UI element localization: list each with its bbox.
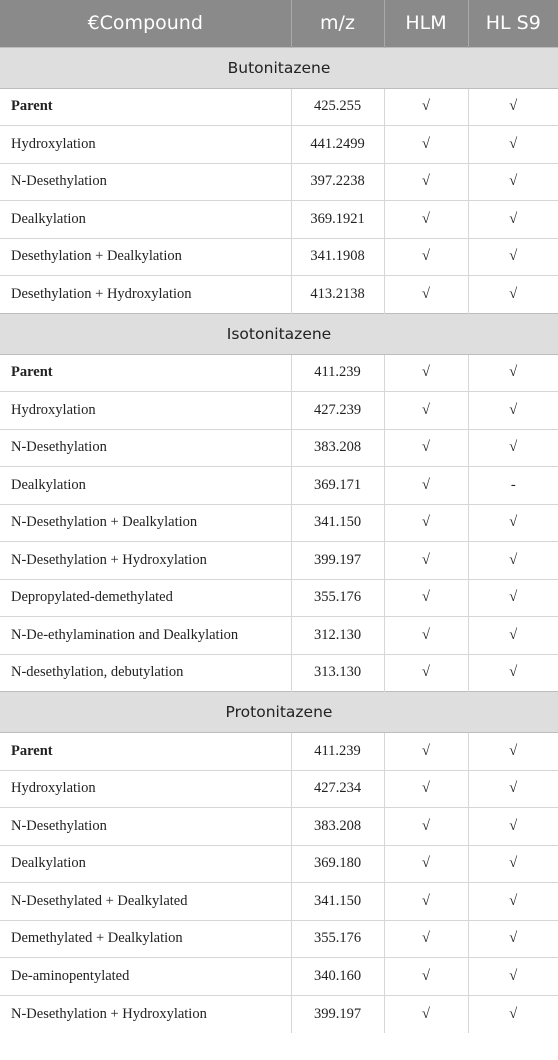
hls9-cell: √	[468, 958, 558, 996]
hls9-cell: √	[468, 542, 558, 580]
hls9-cell: √	[468, 163, 558, 201]
mz-cell: 397.2238	[291, 163, 384, 201]
mz-cell: 369.1921	[291, 201, 384, 239]
mz-cell: 341.150	[291, 504, 384, 542]
table-row	[0, 845, 558, 883]
compound-cell: Parent	[0, 733, 291, 771]
hls9-cell: √	[468, 354, 558, 392]
table-row	[0, 542, 558, 580]
hlm-cell: √	[384, 276, 468, 314]
mz-cell: 341.1908	[291, 238, 384, 276]
mz-cell: 411.239	[291, 354, 384, 392]
hls9-cell: √	[468, 770, 558, 808]
hls9-cell: √	[468, 654, 558, 692]
table-row	[0, 201, 558, 239]
header-hlm: HLM	[384, 0, 468, 47]
group-name: Isotonitazene	[0, 313, 558, 354]
table-row	[0, 392, 558, 430]
compound-cell: N-Desethylation + Hydroxylation	[0, 542, 291, 580]
table-row	[0, 995, 558, 1033]
mz-cell: 411.239	[291, 733, 384, 771]
hls9-cell: √	[468, 201, 558, 239]
hlm-cell: √	[384, 883, 468, 921]
hls9-cell: √	[468, 995, 558, 1033]
table-row	[0, 429, 558, 467]
hlm-cell: √	[384, 845, 468, 883]
hlm-cell: √	[384, 654, 468, 692]
table-row	[0, 883, 558, 921]
mz-cell: 341.150	[291, 883, 384, 921]
compound-cell: Hydroxylation	[0, 392, 291, 430]
hlm-cell: √	[384, 392, 468, 430]
compound-cell: Dealkylation	[0, 201, 291, 239]
hlm-cell: √	[384, 542, 468, 580]
hlm-cell: √	[384, 126, 468, 164]
table-row	[0, 808, 558, 846]
compound-cell: N-Desethylation	[0, 429, 291, 467]
compound-cell: N-desethylation, debutylation	[0, 654, 291, 692]
hls9-cell: √	[468, 845, 558, 883]
mz-cell: 399.197	[291, 995, 384, 1033]
compound-cell: Dealkylation	[0, 467, 291, 505]
group-header-row	[0, 692, 558, 733]
hlm-cell: √	[384, 770, 468, 808]
header-row	[0, 0, 558, 47]
hls9-cell: √	[468, 126, 558, 164]
mz-cell: 369.180	[291, 845, 384, 883]
hls9-cell: √	[468, 429, 558, 467]
mz-cell: 441.2499	[291, 126, 384, 164]
mz-cell: 413.2138	[291, 276, 384, 314]
mz-cell: 369.171	[291, 467, 384, 505]
hlm-cell: √	[384, 238, 468, 276]
hls9-cell: √	[468, 276, 558, 314]
header-mz: m/z	[291, 0, 384, 47]
compound-cell: De-aminopentylated	[0, 958, 291, 996]
table-row	[0, 276, 558, 314]
header-hls9: HL S9	[468, 0, 558, 47]
compound-cell: Demethylated + Dealkylation	[0, 920, 291, 958]
hlm-cell: √	[384, 354, 468, 392]
table-row	[0, 504, 558, 542]
hlm-cell: √	[384, 808, 468, 846]
compound-cell: Parent	[0, 354, 291, 392]
mz-cell: 427.234	[291, 770, 384, 808]
mz-cell: 312.130	[291, 617, 384, 655]
table-row	[0, 617, 558, 655]
table-row	[0, 354, 558, 392]
compound-cell: Depropylated-demethylated	[0, 579, 291, 617]
compound-cell: N-Desethylation	[0, 808, 291, 846]
compound-cell: N-De-ethylamination and Dealkylation	[0, 617, 291, 655]
mz-cell: 425.255	[291, 88, 384, 126]
hlm-cell: √	[384, 201, 468, 239]
hls9-cell: √	[468, 88, 558, 126]
hlm-cell: √	[384, 733, 468, 771]
hlm-cell: √	[384, 995, 468, 1033]
hls9-cell: √	[468, 504, 558, 542]
table-row	[0, 467, 558, 505]
hlm-cell: √	[384, 958, 468, 996]
hlm-cell: √	[384, 579, 468, 617]
table-body	[0, 47, 558, 1033]
compound-cell: N-Desethylation + Dealkylation	[0, 504, 291, 542]
header-compound: €Compound	[0, 0, 291, 47]
hls9-cell: √	[468, 617, 558, 655]
compound-cell: Hydroxylation	[0, 126, 291, 164]
mz-cell: 340.160	[291, 958, 384, 996]
hls9-cell: √	[468, 579, 558, 617]
compound-cell: Desethylation + Hydroxylation	[0, 276, 291, 314]
compound-cell: Parent	[0, 88, 291, 126]
group-name: Butonitazene	[0, 47, 558, 88]
mz-cell: 313.130	[291, 654, 384, 692]
group-name: Protonitazene	[0, 692, 558, 733]
table-row	[0, 163, 558, 201]
compound-cell: N-Desethylation	[0, 163, 291, 201]
mz-cell: 355.176	[291, 920, 384, 958]
compound-cell: Desethylation + Dealkylation	[0, 238, 291, 276]
compound-cell: N-Desethylated + Dealkylated	[0, 883, 291, 921]
compound-cell: Dealkylation	[0, 845, 291, 883]
table-row	[0, 958, 558, 996]
hlm-cell: √	[384, 163, 468, 201]
mz-cell: 383.208	[291, 429, 384, 467]
hlm-cell: √	[384, 504, 468, 542]
mz-cell: 427.239	[291, 392, 384, 430]
hls9-cell: √	[468, 238, 558, 276]
table-row	[0, 920, 558, 958]
table-row	[0, 733, 558, 771]
table-row	[0, 126, 558, 164]
group-header-row	[0, 47, 558, 88]
hls9-cell: √	[468, 733, 558, 771]
table-row	[0, 654, 558, 692]
hls9-cell: √	[468, 883, 558, 921]
mz-cell: 355.176	[291, 579, 384, 617]
compound-cell: Hydroxylation	[0, 770, 291, 808]
group-header-row	[0, 313, 558, 354]
mz-cell: 399.197	[291, 542, 384, 580]
table-row	[0, 88, 558, 126]
hlm-cell: √	[384, 920, 468, 958]
hlm-cell: √	[384, 429, 468, 467]
compound-cell: N-Desethylation + Hydroxylation	[0, 995, 291, 1033]
hls9-cell: -	[468, 467, 558, 505]
hlm-cell: √	[384, 467, 468, 505]
table-row	[0, 238, 558, 276]
hls9-cell: √	[468, 392, 558, 430]
hls9-cell: √	[468, 808, 558, 846]
table-row	[0, 770, 558, 808]
table-row	[0, 579, 558, 617]
hlm-cell: √	[384, 617, 468, 655]
hls9-cell: √	[468, 920, 558, 958]
mz-cell: 383.208	[291, 808, 384, 846]
hlm-cell: √	[384, 88, 468, 126]
